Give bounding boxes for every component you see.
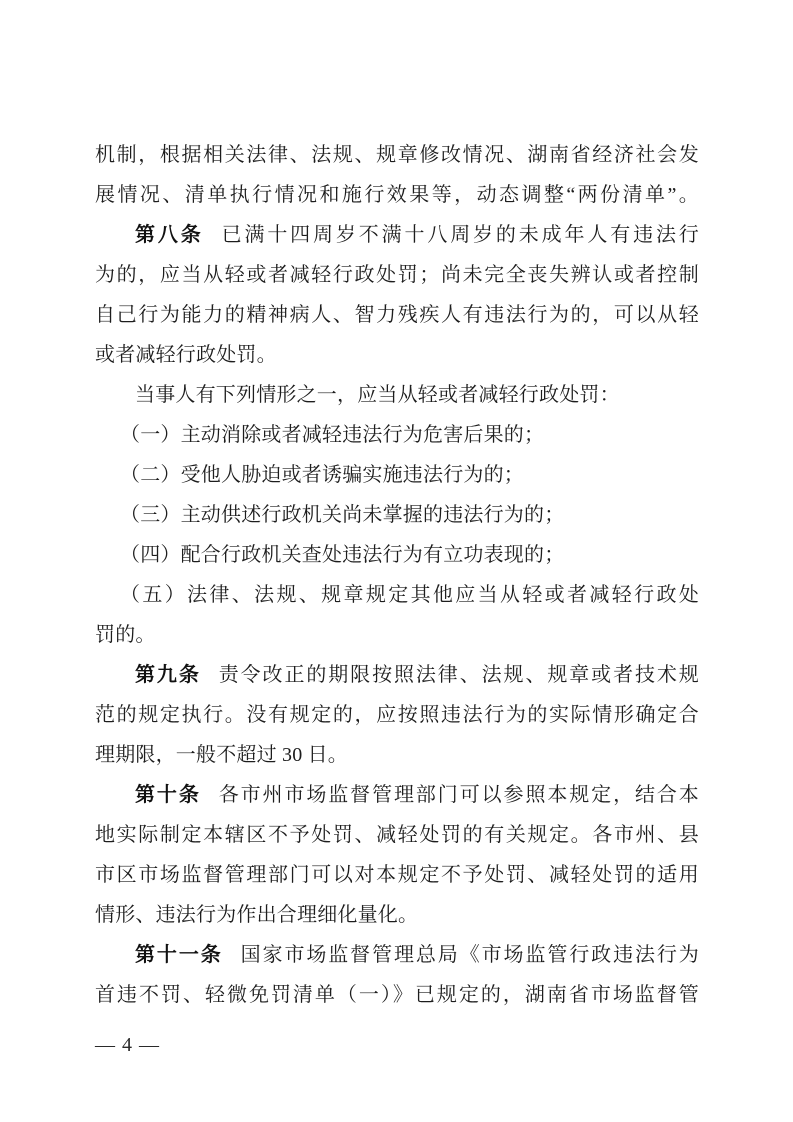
text-line xyxy=(95,735,699,775)
line-text: 展情况、清单执行情况和施行效果等，动态调整“两份清单”。 xyxy=(95,184,699,206)
line-text: （一）主动消除或者减轻违法行为危害后果的； xyxy=(120,424,545,446)
line-text: 范的规定执行。没有规定的，应按照违法行为的实际情形确定合 xyxy=(95,704,699,726)
text-line xyxy=(95,535,699,575)
line-text: 或者减轻行政处罚。 xyxy=(95,344,277,366)
line-text: （五）法律、法规、规章规定其他应当从轻或者减轻行政处 xyxy=(120,584,699,606)
text-line xyxy=(95,615,699,655)
line-text: 机制，根据相关法律、法规、规章修改情况、湖南省经济社会发 xyxy=(95,144,699,166)
text-line xyxy=(95,855,699,895)
text-line xyxy=(95,215,699,255)
line-text: 责令改正的期限按照法律、法规、规章或者技术规 xyxy=(218,664,699,686)
line-text: （三）主动供述行政机关尚未掌握的违法行为的； xyxy=(120,504,565,526)
line-text: 当事人有下列情形之一，应当从轻或者减轻行政处罚： xyxy=(135,384,620,406)
article-number: 第八条 xyxy=(135,224,204,246)
text-line xyxy=(95,935,699,975)
line-text: 自己行为能力的精神病人、智力残疾人有违法行为的，可以从轻 xyxy=(95,304,699,326)
line-text: （二）受他人胁迫或者诱骗实施违法行为的； xyxy=(120,464,524,486)
article-number: 第十条 xyxy=(135,784,201,806)
page-number-label: — 4 — xyxy=(95,1034,160,1056)
page-number xyxy=(95,1025,160,1065)
line-text: 首违不罚、轻微免罚清单（一）》已规定的，湖南省市场监督管 xyxy=(95,984,699,1006)
text-line xyxy=(95,335,699,375)
text-line xyxy=(95,975,699,1015)
article-number: 第十一条 xyxy=(135,944,223,966)
line-text: （四）配合行政机关查处违法行为有立功表现的； xyxy=(120,544,565,566)
line-text: 各市州市场监督管理部门可以参照本规定，结合本 xyxy=(218,784,699,806)
text-line xyxy=(95,455,699,495)
text-line xyxy=(95,175,699,215)
text-line xyxy=(95,695,699,735)
line-text: 罚的。 xyxy=(95,624,156,646)
article-number: 第九条 xyxy=(135,664,201,686)
text-line xyxy=(95,495,699,535)
text-line xyxy=(95,135,699,175)
text-line xyxy=(95,255,699,295)
text-line xyxy=(95,415,699,455)
line-text: 国家市场监督管理总局《市场监管行政违法行为 xyxy=(240,944,699,966)
text-line xyxy=(95,575,699,615)
text-line xyxy=(95,815,699,855)
line-text: 地实际制定本辖区不予处罚、减轻处罚的有关规定。各市州、县 xyxy=(95,824,699,846)
text-line xyxy=(95,895,699,935)
text-line xyxy=(95,655,699,695)
line-text: 理期限，一般不超过 30 日。 xyxy=(95,744,348,766)
text-line xyxy=(95,375,699,415)
line-text: 市区市场监督管理部门可以对本规定不予处罚、减轻处罚的适用 xyxy=(95,864,699,886)
text-line xyxy=(95,775,699,815)
document-body xyxy=(95,135,699,1015)
text-line xyxy=(95,295,699,335)
line-text: 情形、违法行为作出合理细化量化。 xyxy=(95,904,419,926)
line-text: 已满十四周岁不满十八周岁的未成年人有违法行 xyxy=(221,224,699,246)
line-text: 为的，应当从轻或者减轻行政处罚；尚未完全丧失辨认或者控制 xyxy=(95,264,699,286)
